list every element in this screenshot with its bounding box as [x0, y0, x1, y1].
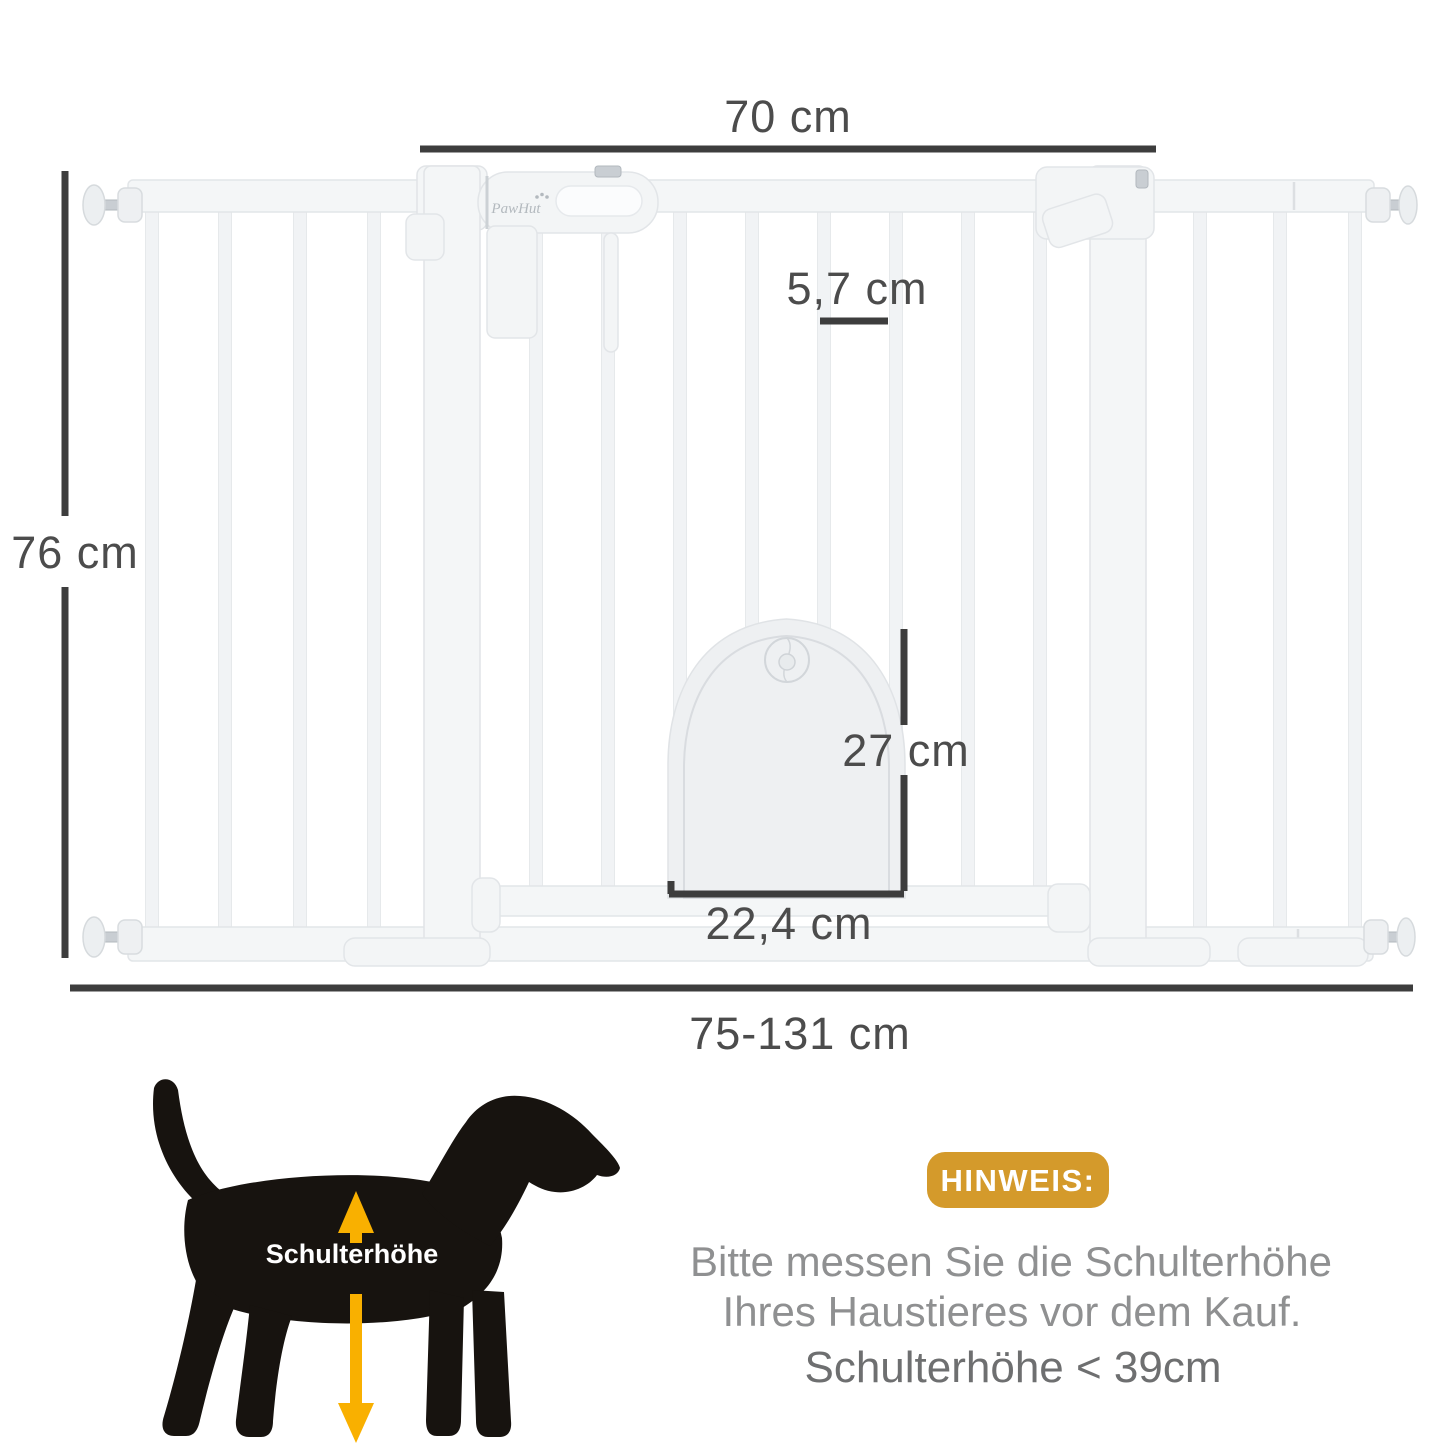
pet-door-lock-icon	[765, 638, 809, 682]
note-text-line2: Ihres Haustieres vor dem Kauf.	[722, 1288, 1302, 1335]
brand-logo: PawHut	[491, 201, 541, 217]
dog-front-leg	[426, 1290, 464, 1436]
dog-front-leg	[472, 1290, 511, 1437]
right-door-post	[1090, 166, 1146, 952]
spindle-knob	[118, 188, 142, 222]
pet-gate	[83, 166, 1417, 966]
arrow-shaft	[350, 1294, 362, 1406]
paw-dot	[535, 195, 539, 199]
latch-rod	[604, 233, 618, 352]
hinge-bracket	[406, 214, 444, 260]
gate-bar	[146, 200, 159, 940]
dimension-label-petdoor-width: 22,4 cm	[705, 898, 873, 949]
dog-hind-leg	[162, 1280, 234, 1436]
dimension-label-bar-gap: 5,7 cm	[786, 263, 928, 314]
gate-bar	[1349, 200, 1362, 940]
gate-bar	[962, 200, 975, 897]
spindle-bottom-right	[1364, 918, 1415, 956]
latch-catch-bracket	[1036, 167, 1154, 250]
right-extension-bars	[1194, 200, 1362, 940]
paw-dot	[540, 193, 544, 197]
dimension-label-height: 76 cm	[11, 527, 139, 578]
handle-assembly	[478, 166, 658, 352]
foot-bracket	[1088, 938, 1210, 966]
dimension-label-total-width: 75-131 cm	[689, 1008, 911, 1059]
dog-hind-leg	[236, 1305, 292, 1437]
dimension-label-petdoor-height: 27 cm	[842, 725, 970, 776]
hinweis-badge-label: HINWEIS:	[940, 1163, 1096, 1198]
gate-bar	[368, 200, 381, 940]
wall-disc	[1399, 186, 1417, 224]
dog-shoulder-label: Schulterhöhe	[265, 1239, 439, 1269]
spindle-knob	[1366, 188, 1390, 222]
foot-bracket	[1238, 938, 1368, 966]
gate-bar	[1194, 200, 1207, 940]
lock-dial-inner	[779, 654, 795, 670]
left-extension-bars	[146, 200, 381, 940]
spindle-knob	[118, 920, 142, 954]
spindle-top-left	[83, 185, 142, 225]
door-bottom-catch-right	[1048, 884, 1090, 932]
wall-disc	[83, 185, 105, 225]
spindle-bottom-left	[83, 917, 142, 957]
wall-disc	[1397, 918, 1415, 956]
handle-grip-cutout	[556, 186, 642, 216]
dog-measurement-guide	[153, 1079, 620, 1443]
gate-bar	[219, 200, 232, 940]
catch-clip	[1136, 170, 1148, 188]
lock-block	[487, 226, 537, 338]
safety-clip	[595, 166, 621, 177]
gate-bar	[1274, 200, 1287, 940]
door-bottom-catch-left	[472, 878, 500, 932]
note-text-line1: Bitte messen Sie die Schulterhöhe	[689, 1238, 1333, 1285]
paw-dot	[545, 195, 549, 199]
note-section	[690, 1152, 1332, 1392]
left-door-post	[424, 166, 480, 952]
spindle-top-right	[1366, 186, 1417, 224]
spindle-knob	[1364, 920, 1388, 954]
gate-bar	[294, 200, 307, 940]
dimension-label-door-width: 70 cm	[724, 91, 852, 142]
wall-disc	[83, 917, 105, 957]
arrow-down-head	[338, 1403, 374, 1443]
foot-bracket	[344, 938, 490, 966]
top-rail	[128, 180, 1374, 212]
gate-bar	[1034, 200, 1047, 897]
dog-tail	[153, 1079, 220, 1202]
note-highlight-line: Schulterhöhe < 39cm	[804, 1343, 1222, 1392]
